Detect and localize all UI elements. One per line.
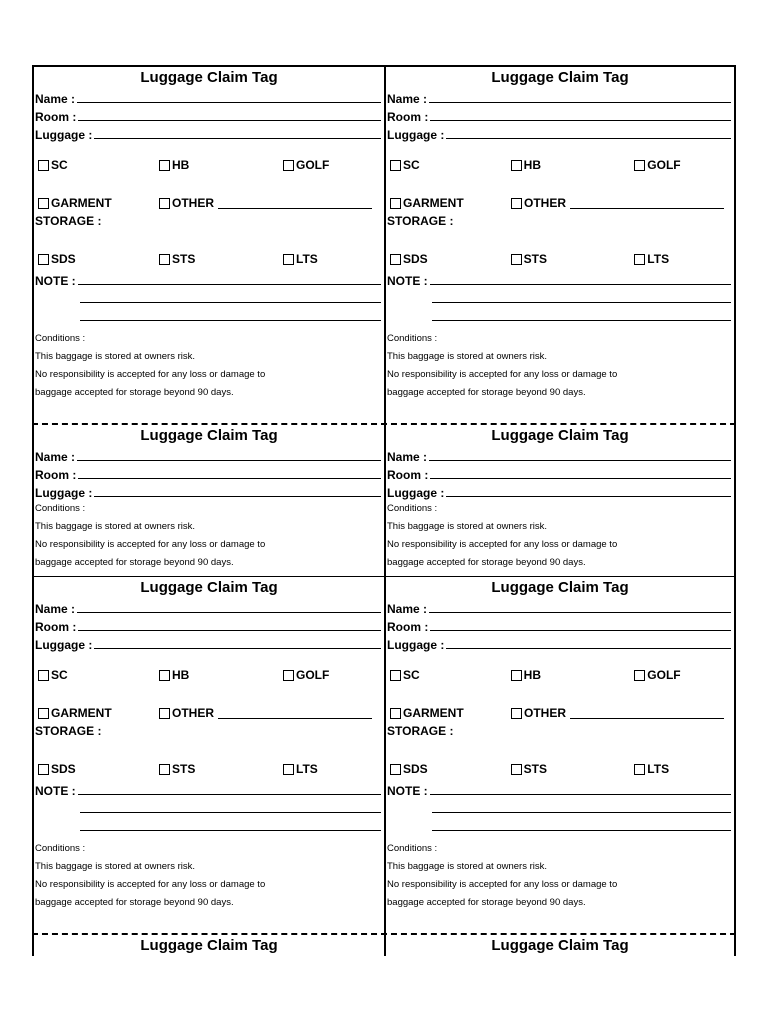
note-line-3[interactable] bbox=[386, 816, 734, 834]
checkbox-sc[interactable] bbox=[386, 668, 511, 682]
note-line-2[interactable] bbox=[34, 288, 384, 306]
name-field[interactable] bbox=[386, 88, 734, 106]
checkbox-golf[interactable] bbox=[283, 158, 383, 172]
checkbox-icon[interactable] bbox=[38, 160, 49, 171]
note-label: NOTE : bbox=[387, 274, 428, 288]
note-label: NOTE : bbox=[387, 784, 428, 798]
conditions-heading: Conditions : bbox=[387, 843, 438, 854]
checkbox-label: HB bbox=[172, 158, 190, 172]
conditions-line-1: This baggage is stored at owners risk. bbox=[387, 861, 547, 872]
conditions-line-2: No responsibility is accepted for any loss or damage to bbox=[387, 879, 618, 890]
tag-title: Luggage Claim Tag bbox=[140, 579, 278, 596]
name-label: Name : bbox=[35, 92, 76, 106]
note-line[interactable] bbox=[80, 829, 381, 831]
checkbox-lts[interactable] bbox=[634, 252, 734, 266]
checkbox-icon[interactable] bbox=[159, 670, 170, 681]
checkbox-other[interactable] bbox=[511, 196, 724, 210]
checkbox-hb[interactable] bbox=[511, 158, 635, 172]
conditions-heading: Conditions : bbox=[387, 333, 438, 344]
checkbox-label: GARMENT bbox=[403, 706, 464, 720]
room-label: Room : bbox=[35, 110, 77, 124]
checkbox-label: HB bbox=[523, 668, 541, 682]
checkbox-label: LTS bbox=[296, 252, 318, 266]
checkbox-icon[interactable] bbox=[390, 254, 401, 265]
storage-row bbox=[386, 742, 734, 776]
luggage-label: Luggage : bbox=[387, 128, 445, 142]
checkbox-icon[interactable] bbox=[390, 670, 401, 681]
conditions-line-2: No responsibility is accepted for any loss or damage to bbox=[387, 539, 618, 550]
checkbox-label: GOLF bbox=[296, 158, 330, 172]
checkbox-sts[interactable] bbox=[511, 762, 635, 776]
checkbox-icon[interactable] bbox=[283, 670, 294, 681]
checkbox-hb[interactable] bbox=[159, 668, 283, 682]
claim-tag-full bbox=[32, 67, 384, 423]
conditions-line-3: baggage accepted for storage beyond 90 days. bbox=[387, 387, 586, 398]
room-line[interactable] bbox=[430, 629, 731, 631]
note-label: NOTE : bbox=[35, 784, 76, 798]
name-label: Name : bbox=[387, 602, 428, 616]
checkbox-label: OTHER bbox=[172, 196, 214, 210]
claim-tag-full bbox=[384, 67, 736, 423]
luggage-type-row-2 bbox=[34, 172, 384, 210]
checkbox-label: GARMENT bbox=[51, 706, 112, 720]
checkbox-label: SDS bbox=[403, 252, 428, 266]
name-field[interactable] bbox=[386, 598, 734, 616]
note-line-2[interactable] bbox=[386, 288, 734, 306]
conditions-line-3: baggage accepted for storage beyond 90 days. bbox=[35, 387, 234, 398]
conditions-line-1: This baggage is stored at owners risk. bbox=[387, 351, 547, 362]
checkbox-label: LTS bbox=[647, 252, 670, 266]
name-label: Name : bbox=[387, 450, 428, 464]
luggage-type-row-1 bbox=[34, 652, 384, 682]
checkbox-label: OTHER bbox=[524, 196, 566, 210]
storage-label: STORAGE : bbox=[387, 214, 454, 228]
claim-tag-full bbox=[32, 577, 384, 933]
name-line[interactable] bbox=[77, 459, 381, 461]
checkbox-icon[interactable] bbox=[283, 160, 294, 171]
storage-row bbox=[34, 742, 384, 776]
luggage-field[interactable] bbox=[386, 482, 734, 500]
checkbox-label: SC bbox=[51, 158, 68, 172]
luggage-line[interactable] bbox=[94, 495, 381, 497]
checkbox-lts[interactable] bbox=[634, 762, 734, 776]
room-label: Room : bbox=[387, 468, 429, 482]
checkbox-garment[interactable] bbox=[386, 706, 511, 720]
conditions-heading: Conditions : bbox=[35, 333, 86, 344]
checkbox-label: SDS bbox=[51, 762, 76, 776]
note-line[interactable] bbox=[430, 283, 731, 285]
storage-label: STORAGE : bbox=[35, 214, 102, 228]
note-line[interactable] bbox=[78, 793, 381, 795]
room-field[interactable] bbox=[386, 464, 734, 482]
luggage-type-row-2 bbox=[386, 682, 734, 720]
tag-title: Luggage Claim Tag bbox=[491, 427, 629, 444]
conditions-line-1: This baggage is stored at owners risk. bbox=[35, 521, 195, 532]
luggage-label: Luggage : bbox=[387, 638, 445, 652]
luggage-label: Luggage : bbox=[35, 638, 93, 652]
claim-tag-partial bbox=[384, 935, 736, 956]
claim-tag-sheet bbox=[32, 65, 736, 956]
note-line-3[interactable] bbox=[34, 816, 384, 834]
checkbox-sds[interactable] bbox=[386, 762, 511, 776]
name-label: Name : bbox=[35, 602, 76, 616]
claim-tag-short bbox=[32, 425, 384, 576]
checkbox-label: SC bbox=[403, 668, 420, 682]
claim-tag-short bbox=[384, 425, 736, 576]
note-line[interactable] bbox=[80, 319, 381, 321]
luggage-label: Luggage : bbox=[35, 128, 93, 142]
checkbox-garment[interactable] bbox=[386, 196, 511, 210]
checkbox-icon[interactable] bbox=[38, 254, 49, 265]
room-line[interactable] bbox=[430, 477, 731, 479]
note-field[interactable] bbox=[386, 776, 734, 798]
tag-title: Luggage Claim Tag bbox=[491, 937, 629, 954]
checkbox-icon[interactable] bbox=[634, 670, 645, 681]
name-line[interactable] bbox=[429, 611, 731, 613]
note-field[interactable] bbox=[386, 266, 734, 288]
name-field[interactable] bbox=[386, 446, 734, 464]
luggage-field[interactable] bbox=[34, 124, 384, 142]
room-field[interactable] bbox=[386, 106, 734, 124]
name-line[interactable] bbox=[77, 101, 381, 103]
luggage-line[interactable] bbox=[94, 647, 381, 649]
checkbox-icon[interactable] bbox=[511, 708, 522, 719]
conditions-line-2: No responsibility is accepted for any loss or damage to bbox=[35, 539, 266, 550]
room-label: Room : bbox=[35, 620, 77, 634]
checkbox-garment[interactable] bbox=[34, 196, 159, 210]
storage-label: STORAGE : bbox=[387, 724, 454, 738]
checkbox-other[interactable] bbox=[159, 196, 372, 210]
checkbox-icon[interactable] bbox=[634, 160, 645, 171]
room-label: Room : bbox=[387, 110, 429, 124]
checkbox-label: OTHER bbox=[524, 706, 566, 720]
note-field[interactable] bbox=[34, 776, 384, 798]
checkbox-icon[interactable] bbox=[159, 198, 170, 209]
claim-tag-partial bbox=[32, 935, 384, 956]
checkbox-icon[interactable] bbox=[159, 254, 170, 265]
checkbox-sds[interactable] bbox=[34, 762, 159, 776]
checkbox-label: SDS bbox=[51, 252, 76, 266]
luggage-type-row-2 bbox=[386, 172, 734, 210]
claim-tag-full bbox=[384, 577, 736, 933]
checkbox-icon[interactable] bbox=[511, 198, 522, 209]
luggage-line[interactable] bbox=[446, 137, 731, 139]
checkbox-sts[interactable] bbox=[159, 252, 283, 266]
note-line-3[interactable] bbox=[34, 306, 384, 324]
name-field[interactable] bbox=[34, 88, 384, 106]
note-line[interactable] bbox=[432, 301, 731, 303]
checkbox-other[interactable] bbox=[159, 706, 372, 720]
checkbox-label: LTS bbox=[647, 762, 670, 776]
luggage-field[interactable] bbox=[34, 634, 384, 652]
checkbox-icon[interactable] bbox=[390, 198, 401, 209]
name-field[interactable] bbox=[34, 598, 384, 616]
checkbox-icon[interactable] bbox=[634, 254, 645, 265]
room-field[interactable] bbox=[34, 106, 384, 124]
name-label: Name : bbox=[35, 450, 76, 464]
checkbox-label: LTS bbox=[296, 762, 318, 776]
note-line[interactable] bbox=[78, 283, 381, 285]
tag-row-3 bbox=[32, 576, 736, 933]
checkbox-label: GOLF bbox=[296, 668, 330, 682]
conditions-line-1: This baggage is stored at owners risk. bbox=[35, 861, 195, 872]
checkbox-icon[interactable] bbox=[38, 708, 49, 719]
checkbox-lts[interactable] bbox=[283, 252, 383, 266]
checkbox-icon[interactable] bbox=[38, 198, 49, 209]
tag-title: Luggage Claim Tag bbox=[140, 937, 278, 954]
checkbox-icon[interactable] bbox=[511, 254, 522, 265]
checkbox-icon[interactable] bbox=[159, 708, 170, 719]
checkbox-sts[interactable] bbox=[511, 252, 635, 266]
checkbox-golf[interactable] bbox=[283, 668, 383, 682]
room-line[interactable] bbox=[78, 629, 381, 631]
note-field[interactable] bbox=[34, 266, 384, 288]
checkbox-icon[interactable] bbox=[511, 160, 522, 171]
checkbox-icon[interactable] bbox=[511, 764, 522, 775]
note-label: NOTE : bbox=[35, 274, 76, 288]
note-line[interactable] bbox=[80, 811, 381, 813]
luggage-field[interactable] bbox=[386, 124, 734, 142]
checkbox-sc[interactable] bbox=[34, 668, 159, 682]
luggage-label: Luggage : bbox=[387, 486, 445, 500]
luggage-line[interactable] bbox=[94, 137, 381, 139]
checkbox-golf[interactable] bbox=[634, 158, 734, 172]
checkbox-label: GOLF bbox=[647, 158, 681, 172]
checkbox-label: GARMENT bbox=[403, 196, 464, 210]
room-field[interactable] bbox=[34, 616, 384, 634]
checkbox-label: HB bbox=[523, 158, 541, 172]
tag-row-4 bbox=[32, 933, 736, 956]
name-field[interactable] bbox=[34, 446, 384, 464]
conditions-line-3: baggage accepted for storage beyond 90 days. bbox=[387, 557, 586, 568]
checkbox-label: STS bbox=[523, 252, 547, 266]
storage-label: STORAGE : bbox=[35, 724, 102, 738]
tag-row-2 bbox=[32, 423, 736, 576]
checkbox-icon[interactable] bbox=[511, 670, 522, 681]
room-line[interactable] bbox=[430, 119, 731, 121]
checkbox-golf[interactable] bbox=[634, 668, 734, 682]
conditions-line-2: No responsibility is accepted for any loss or damage to bbox=[387, 369, 618, 380]
luggage-field[interactable] bbox=[386, 634, 734, 652]
checkbox-label: SDS bbox=[403, 762, 428, 776]
checkbox-hb[interactable] bbox=[511, 668, 635, 682]
luggage-line[interactable] bbox=[446, 495, 731, 497]
checkbox-label: STS bbox=[172, 252, 196, 266]
note-line[interactable] bbox=[80, 301, 381, 303]
conditions-heading: Conditions : bbox=[387, 503, 438, 514]
checkbox-label: SC bbox=[51, 668, 68, 682]
checkbox-icon[interactable] bbox=[38, 670, 49, 681]
room-field[interactable] bbox=[386, 616, 734, 634]
checkbox-icon[interactable] bbox=[38, 764, 49, 775]
checkbox-garment[interactable] bbox=[34, 706, 159, 720]
conditions-line-3: baggage accepted for storage beyond 90 days. bbox=[35, 557, 234, 568]
room-field[interactable] bbox=[34, 464, 384, 482]
conditions-line-2: No responsibility is accepted for any loss or damage to bbox=[35, 879, 266, 890]
checkbox-label: GARMENT bbox=[51, 196, 112, 210]
other-line[interactable] bbox=[570, 198, 724, 209]
note-line-2[interactable] bbox=[34, 798, 384, 816]
tag-row-1 bbox=[32, 67, 736, 423]
checkbox-sc[interactable] bbox=[386, 158, 511, 172]
conditions-line-1: This baggage is stored at owners risk. bbox=[387, 521, 547, 532]
checkbox-label: SC bbox=[403, 158, 420, 172]
conditions-line-2: No responsibility is accepted for any loss or damage to bbox=[35, 369, 266, 380]
tag-title: Luggage Claim Tag bbox=[140, 69, 278, 86]
conditions-line-3: baggage accepted for storage beyond 90 days. bbox=[35, 897, 234, 908]
luggage-type-row-1 bbox=[386, 142, 734, 172]
room-line[interactable] bbox=[78, 119, 381, 121]
note-line[interactable] bbox=[432, 319, 731, 321]
checkbox-icon[interactable] bbox=[634, 764, 645, 775]
checkbox-label: GOLF bbox=[647, 668, 681, 682]
room-label: Room : bbox=[35, 468, 77, 482]
checkbox-sds[interactable] bbox=[34, 252, 159, 266]
conditions-line-1: This baggage is stored at owners risk. bbox=[35, 351, 195, 362]
checkbox-hb[interactable] bbox=[159, 158, 283, 172]
checkbox-label: OTHER bbox=[172, 706, 214, 720]
checkbox-icon[interactable] bbox=[390, 160, 401, 171]
luggage-label: Luggage : bbox=[35, 486, 93, 500]
other-line[interactable] bbox=[218, 198, 372, 209]
checkbox-icon[interactable] bbox=[390, 764, 401, 775]
note-line-3[interactable] bbox=[386, 306, 734, 324]
note-line[interactable] bbox=[432, 811, 731, 813]
name-line[interactable] bbox=[429, 101, 731, 103]
checkbox-other[interactable] bbox=[511, 706, 724, 720]
luggage-type-row-1 bbox=[386, 652, 734, 682]
tag-title: Luggage Claim Tag bbox=[491, 579, 629, 596]
checkbox-icon[interactable] bbox=[283, 254, 294, 265]
name-line[interactable] bbox=[429, 459, 731, 461]
conditions-line-3: baggage accepted for storage beyond 90 days. bbox=[387, 897, 586, 908]
note-line[interactable] bbox=[430, 793, 731, 795]
note-line-2[interactable] bbox=[386, 798, 734, 816]
room-label: Room : bbox=[387, 620, 429, 634]
checkbox-icon[interactable] bbox=[390, 708, 401, 719]
checkbox-label: STS bbox=[172, 762, 196, 776]
storage-row bbox=[34, 232, 384, 266]
tag-title: Luggage Claim Tag bbox=[140, 427, 278, 444]
room-line[interactable] bbox=[78, 477, 381, 479]
checkbox-icon[interactable] bbox=[159, 160, 170, 171]
other-line[interactable] bbox=[218, 708, 372, 719]
checkbox-icon[interactable] bbox=[283, 764, 294, 775]
checkbox-icon[interactable] bbox=[159, 764, 170, 775]
luggage-type-row-2 bbox=[34, 682, 384, 720]
checkbox-label: STS bbox=[523, 762, 547, 776]
checkbox-label: HB bbox=[172, 668, 190, 682]
name-line[interactable] bbox=[77, 611, 381, 613]
luggage-type-row-1 bbox=[34, 142, 384, 172]
conditions-heading: Conditions : bbox=[35, 843, 86, 854]
name-label: Name : bbox=[387, 92, 428, 106]
luggage-line[interactable] bbox=[446, 647, 731, 649]
luggage-field[interactable] bbox=[34, 482, 384, 500]
storage-row bbox=[386, 232, 734, 266]
checkbox-sc[interactable] bbox=[34, 158, 159, 172]
checkbox-lts[interactable] bbox=[283, 762, 383, 776]
checkbox-sts[interactable] bbox=[159, 762, 283, 776]
conditions-heading: Conditions : bbox=[35, 503, 86, 514]
note-line[interactable] bbox=[432, 829, 731, 831]
other-line[interactable] bbox=[570, 708, 724, 719]
tag-title: Luggage Claim Tag bbox=[491, 69, 629, 86]
checkbox-sds[interactable] bbox=[386, 252, 511, 266]
